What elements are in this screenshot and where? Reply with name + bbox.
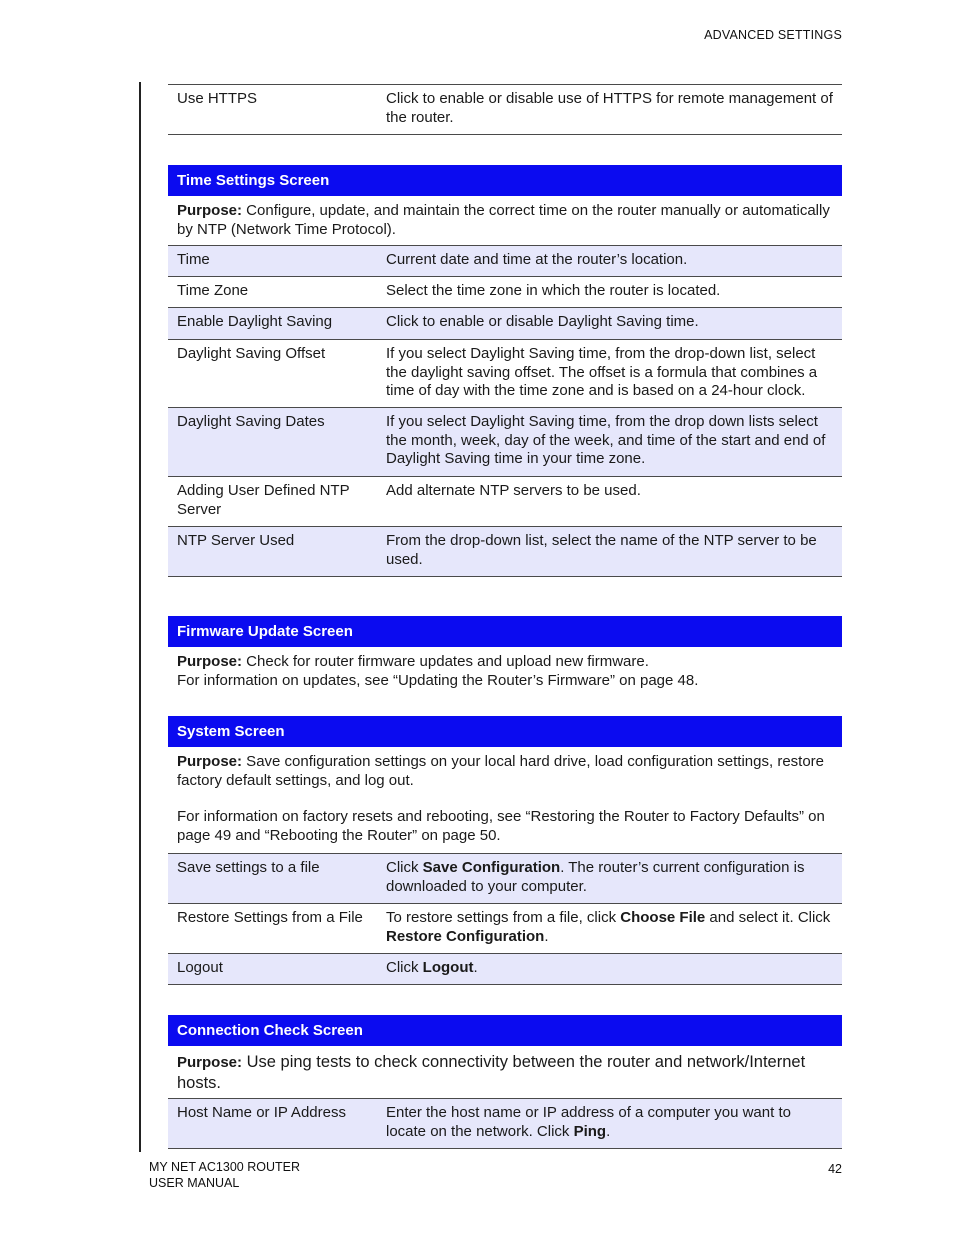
term-cell: Logout bbox=[177, 959, 223, 976]
restore-configuration-label: Restore Configuration bbox=[386, 927, 545, 945]
term-cell: Save settings to a file bbox=[177, 859, 320, 876]
running-header: ADVANCED SETTINGS bbox=[704, 28, 842, 42]
footer-product-line1: MY NET AC1300 ROUTER bbox=[149, 1160, 300, 1174]
term-cell: Time Zone bbox=[177, 282, 249, 299]
table-row bbox=[168, 854, 842, 904]
table-row bbox=[168, 954, 842, 985]
info-text: For information on factory resets and rebooting, see “Restoring the Router to Factory Defaults” on page 49 and “Rebooting the Router” on page 50. bbox=[177, 808, 825, 844]
section-title: Firmware Update Screen bbox=[168, 616, 842, 647]
section-title: System Screen bbox=[168, 716, 842, 747]
table-row bbox=[168, 308, 842, 340]
desc-cell: Click Logout. bbox=[386, 959, 478, 976]
term-cell: Time bbox=[177, 251, 210, 268]
desc-cell: Enter the host name or IP address of a computer you want to locate on the network. Click Ping. bbox=[386, 1104, 791, 1140]
footer-product bbox=[149, 1159, 300, 1191]
term-cell: Host Name or IP Address bbox=[177, 1104, 346, 1121]
section-title: Time Settings Screen bbox=[168, 165, 842, 196]
table-row bbox=[168, 246, 842, 277]
purpose-label: Purpose: bbox=[177, 653, 243, 670]
table-row bbox=[168, 277, 842, 308]
table-row bbox=[168, 527, 842, 577]
table-row bbox=[168, 408, 842, 477]
system-section bbox=[168, 716, 842, 985]
purpose-text bbox=[168, 1046, 842, 1099]
purpose-label: Purpose: bbox=[177, 753, 243, 770]
term-cell: Adding User Defined NTP Server bbox=[177, 482, 350, 518]
purpose-text bbox=[168, 647, 842, 715]
desc-cell: Add alternate NTP servers to be used. bbox=[386, 482, 641, 499]
page-number: 42 bbox=[828, 1162, 842, 1176]
table-row bbox=[168, 477, 842, 527]
table-row bbox=[168, 340, 842, 408]
section-title: Connection Check Screen bbox=[168, 1015, 842, 1046]
desc-cell: Current date and time at the router’s location. bbox=[386, 251, 688, 268]
desc-cell: If you select Daylight Saving time, from the drop-down list, select the daylight saving offset. The offset is a formula that combines a time of day with the time zone and is based on a 24-hour clock. bbox=[386, 345, 818, 399]
desc-cell: From the drop-down list, select the name of the NTP server to be used. bbox=[386, 532, 817, 568]
term-cell: Use HTTPS bbox=[177, 90, 258, 107]
purpose-body: Check for router firmware updates and upload new firmware. bbox=[242, 653, 649, 670]
desc-cell: Click Save Configuration. The router’s current configuration is downloaded to your computer. bbox=[386, 859, 805, 895]
desc-cell: Click to enable or disable use of HTTPS for remote management of the router. bbox=[386, 90, 833, 126]
desc-cell: Click to enable or disable Daylight Saving time. bbox=[386, 313, 699, 330]
purpose-label: Purpose: bbox=[177, 202, 243, 219]
table-row bbox=[168, 84, 842, 135]
save-configuration-label: Save Configuration bbox=[422, 859, 561, 876]
table-row bbox=[168, 1099, 842, 1149]
desc-cell: To restore settings from a file, click Choose File and select it. Click Restore Configuration. bbox=[386, 909, 831, 945]
footer-product-line2: USER MANUAL bbox=[149, 1176, 240, 1190]
connection-check-section bbox=[168, 1015, 842, 1149]
purpose-text bbox=[168, 196, 842, 246]
term-cell: Daylight Saving Dates bbox=[177, 413, 325, 430]
term-cell: Enable Daylight Saving bbox=[177, 313, 333, 330]
logout-label: Logout bbox=[422, 959, 474, 976]
margin-rule bbox=[139, 82, 141, 1152]
purpose-body: Configure, update, and maintain the correct time on the router manually or automatically by NTP (Network Time Protocol). bbox=[177, 202, 830, 238]
purpose-body: Use ping tests to check connectivity between the router and network/Internet hosts. bbox=[177, 1053, 806, 1092]
purpose-text bbox=[168, 747, 842, 854]
choose-file-label: Choose File bbox=[620, 909, 706, 926]
ping-label: Ping bbox=[573, 1122, 607, 1140]
table-row bbox=[168, 904, 842, 954]
info-text: For information on updates, see “Updating the Router’s Firmware” on page 48. bbox=[177, 671, 699, 689]
desc-cell: Select the time zone in which the router is located. bbox=[386, 282, 721, 299]
desc-cell: If you select Daylight Saving time, from the drop down lists select the month, week, day of the week, and time of the start and end of Daylight Saving time in your time zone. bbox=[386, 413, 826, 467]
time-settings-section bbox=[168, 165, 842, 577]
firmware-update-section bbox=[168, 616, 842, 715]
term-cell: Daylight Saving Offset bbox=[177, 345, 326, 362]
purpose-body: Save configuration settings on your local hard drive, load configuration settings, restore factory default settings, and log out. bbox=[177, 753, 825, 789]
term-cell: NTP Server Used bbox=[177, 532, 295, 549]
term-cell: Restore Settings from a File bbox=[177, 909, 363, 926]
https-table bbox=[168, 84, 842, 135]
purpose-label: Purpose: bbox=[177, 1054, 243, 1071]
